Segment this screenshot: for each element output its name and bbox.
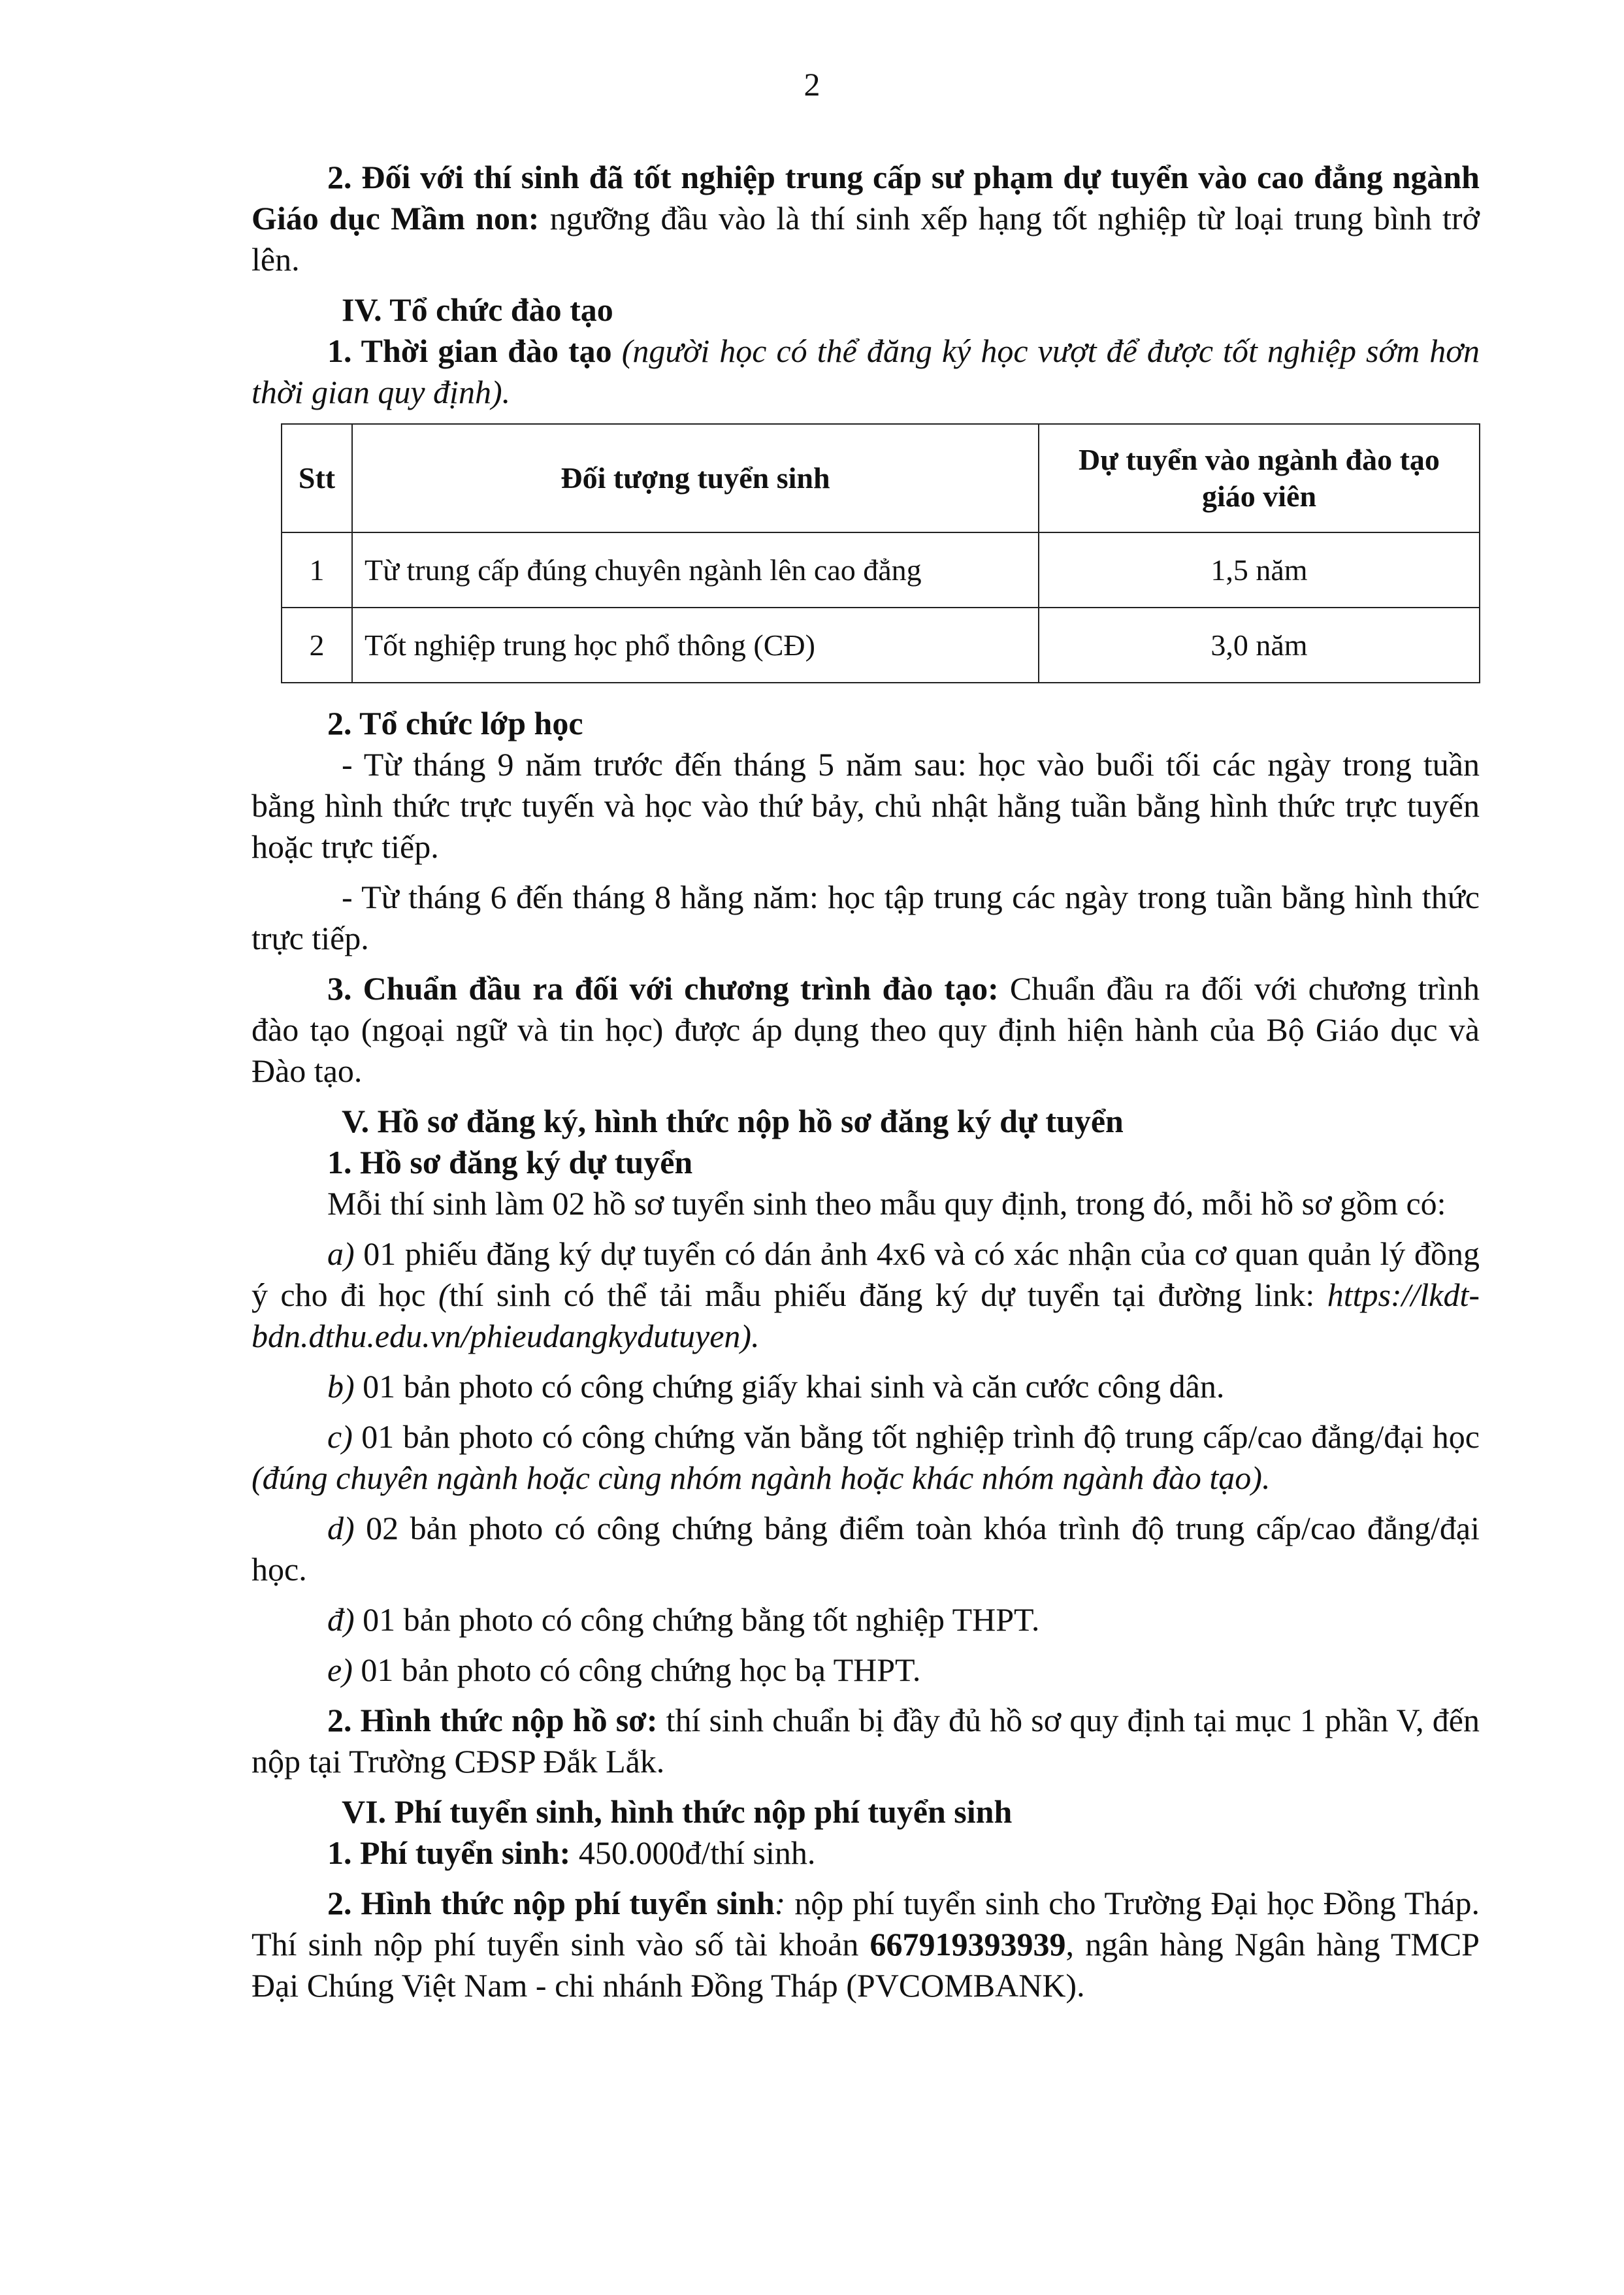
item-note: (đúng chuyên ngành hoặc cùng nhóm ngành hoặc khác nhóm ngành đào tạo). bbox=[252, 1459, 1271, 1496]
cell-stt: 2 bbox=[282, 608, 352, 683]
item-label: b) bbox=[327, 1368, 355, 1405]
list-item-e bbox=[252, 1650, 1480, 1691]
item-label: c) bbox=[327, 1418, 353, 1455]
list-item-b bbox=[252, 1366, 1480, 1407]
section-iv-item-2-title bbox=[252, 703, 1480, 744]
item-label: a) bbox=[327, 1235, 355, 1272]
cell-stt: 1 bbox=[282, 532, 352, 608]
item-text-2: , ngân hàng Ngân hàng TMCP Đại Chúng Việt Nam - chi nhánh Đồng Tháp (PVCOMBANK). bbox=[252, 1926, 1480, 2004]
item-title: 2. Tổ chức lớp học bbox=[327, 705, 583, 741]
item-text: Chuẩn đầu ra đối với chương trình đào tạo (ngoại ngữ và tin học) được áp dụng theo quy định hiện hành của Bộ Giáo dục và Đào tạo. bbox=[252, 970, 1480, 1089]
item-text: 01 bản photo có công chứng văn bằng tốt nghiệp trình độ trung cấp/cao đẳng/đại học bbox=[352, 1418, 1480, 1455]
item-title: 1. Hồ sơ đăng ký dự tuyển bbox=[327, 1144, 693, 1180]
table-row bbox=[282, 608, 1480, 683]
table-header-row bbox=[282, 424, 1480, 532]
section-vi-heading bbox=[252, 1791, 1480, 1832]
list-item-d bbox=[252, 1508, 1480, 1590]
section-v-item-1-title bbox=[252, 1142, 1480, 1183]
item-title: 1. Phí tuyển sinh: bbox=[327, 1834, 571, 1871]
item-title: 2. Hình thức nộp hồ sơ: bbox=[327, 1702, 658, 1738]
cell-duration: 3,0 năm bbox=[1039, 608, 1480, 683]
item-text: ngưỡng đầu vào là thí sinh xếp hạng tốt nghiệp từ loại trung bình trở lên. bbox=[252, 200, 1480, 278]
item-note: (người học có thể đăng ký học vượt để được tốt nghiệp sớm hơn thời gian quy định). bbox=[252, 333, 1480, 410]
item-text: thí sinh chuẩn bị đầy đủ hồ sơ quy định tại mục 1 phần V, đến nộp tại Trường CĐSP Đắk Lắk. bbox=[252, 1702, 1480, 1780]
section-3-item-2 bbox=[252, 157, 1480, 280]
cell-duration: 1,5 năm bbox=[1039, 532, 1480, 608]
section-iv-item-1 bbox=[252, 331, 1480, 413]
training-time-table bbox=[281, 423, 1480, 683]
item-paren: ( bbox=[438, 1277, 449, 1313]
section-v-intro: Mỗi thí sinh làm 02 hồ sơ tuyển sinh theo mẫu quy định, trong đó, mỗi hồ sơ gồm có: bbox=[327, 1185, 1446, 1222]
item-text: 02 bản photo có công chứng bảng điểm toàn khóa trình độ trung cấp/cao đẳng/đại học. bbox=[252, 1510, 1480, 1587]
header-object: Đối tượng tuyển sinh bbox=[352, 424, 1039, 532]
heading-text: V. Hồ sơ đăng ký, hình thức nộp hồ sơ đăng ký dự tuyển bbox=[342, 1103, 1124, 1139]
section-v-heading bbox=[252, 1101, 1480, 1142]
header-duration: Dự tuyển vào ngành đào tạo giáo viên bbox=[1039, 424, 1480, 532]
section-v-item-2 bbox=[252, 1700, 1480, 1782]
header-stt: Stt bbox=[282, 424, 352, 532]
list-item-dd bbox=[252, 1599, 1480, 1640]
heading-text: IV. Tổ chức đào tạo bbox=[342, 291, 613, 328]
table-row bbox=[282, 532, 1480, 608]
item-text: 450.000đ/thí sinh. bbox=[570, 1834, 816, 1871]
account-number: 667919393939 bbox=[869, 1926, 1066, 1962]
item-number: 2 bbox=[327, 159, 344, 195]
item-label: đ) bbox=[327, 1601, 355, 1638]
item-title: 3. Chuẩn đầu ra đối với chương trình đào tạo: bbox=[327, 970, 999, 1007]
item-title: 2. Hình thức nộp phí tuyển sinh bbox=[327, 1885, 775, 1921]
section-iv-item-3 bbox=[252, 968, 1480, 1092]
item-text: 01 bản photo có công chứng học bạ THPT. bbox=[352, 1652, 921, 1688]
section-vi-item-2 bbox=[252, 1883, 1480, 2006]
heading-text: VI. Phí tuyển sinh, hình thức nộp phí tuyển sinh bbox=[342, 1793, 1013, 1830]
cell-object: Tốt nghiệp trung học phổ thông (CĐ) bbox=[352, 608, 1039, 683]
section-iv-item-2-para-1: - Từ tháng 9 năm trước đến tháng 5 năm sau: học vào buổi tối các ngày trong tuần bằng hình thức trực tuyến và học vào thứ bảy, chủ nhật hằng tuần bằng hình thức trực tuyến hoặc trực tiếp. bbox=[252, 746, 1480, 865]
form-link[interactable]: https://lkdt-bdn.dthu.edu.vn/phieudangkydutuyen). bbox=[252, 1277, 1480, 1354]
item-colon: : bbox=[774, 1885, 786, 1921]
item-title: . Đối với thí sinh đã tốt nghiệp trung cấp sư phạm dự tuyển vào cao đẳng ngành Giáo dục Mầm non: bbox=[252, 159, 1480, 236]
section-iv-heading bbox=[252, 289, 1480, 331]
page-number: 2 bbox=[804, 66, 820, 103]
item-text: nộp phí tuyển sinh cho Trường Đại học Đồng Tháp. Thí sinh nộp phí tuyển sinh vào số tài khoản bbox=[252, 1885, 1480, 1962]
document-body bbox=[252, 157, 1480, 2006]
list-item-a bbox=[252, 1233, 1480, 1357]
item-text: 01 bản photo có công chứng giấy khai sinh và căn cước công dân. bbox=[354, 1368, 1225, 1405]
item-title: 1. Thời gian đào tạo bbox=[327, 333, 612, 369]
item-text: 01 bản photo có công chứng bằng tốt nghiệp THPT. bbox=[354, 1601, 1040, 1638]
item-label: e) bbox=[327, 1652, 353, 1688]
item-text-2: thí sinh có thể tải mẫu phiếu đăng ký dự tuyển tại đường link: bbox=[449, 1277, 1327, 1313]
section-vi-item-1 bbox=[252, 1832, 1480, 1874]
item-label: d) bbox=[327, 1510, 355, 1546]
item-text: 01 phiếu đăng ký dự tuyển có dán ảnh 4x6 và có xác nhận của cơ quan quản lý đồng ý cho đi học bbox=[252, 1235, 1480, 1313]
cell-object: Từ trung cấp đúng chuyên ngành lên cao đẳng bbox=[352, 532, 1039, 608]
list-item-c bbox=[252, 1416, 1480, 1499]
section-iv-item-2-para-2: - Từ tháng 6 đến tháng 8 hằng năm: học tập trung các ngày trong tuần bằng hình thức trực tiếp. bbox=[252, 879, 1480, 956]
